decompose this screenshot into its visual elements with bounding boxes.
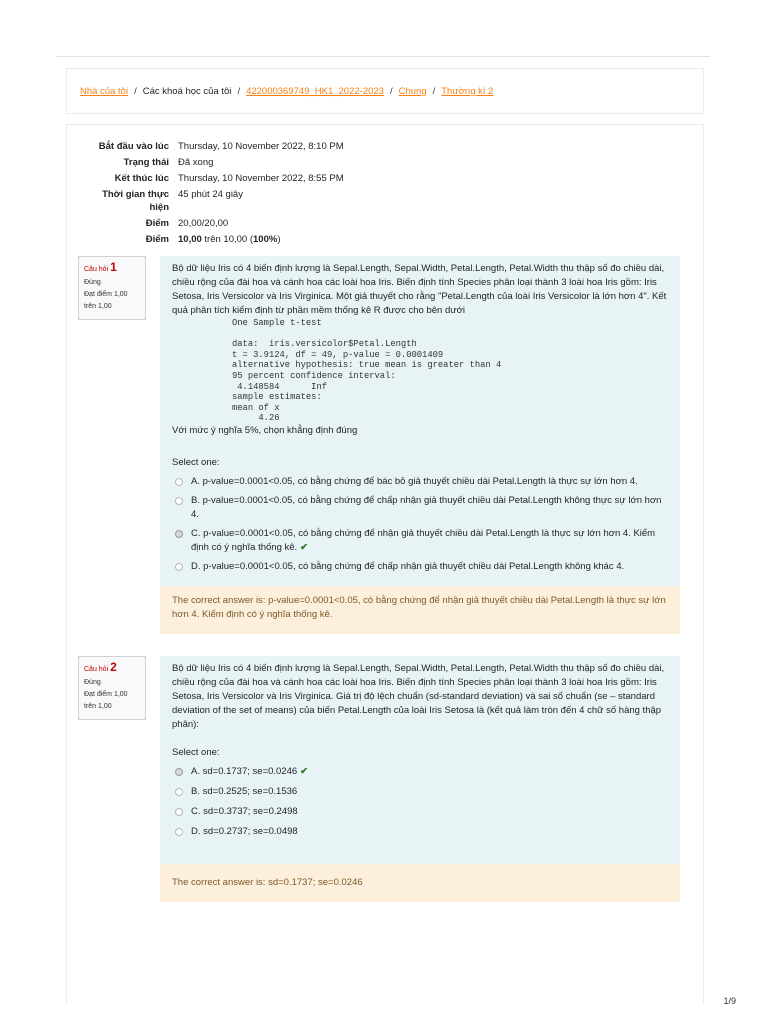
- question-1-content: [160, 256, 680, 586]
- radio-button[interactable]: [175, 808, 183, 816]
- grade-percent: 100%: [253, 234, 278, 245]
- radio-button-selected[interactable]: [175, 768, 183, 776]
- attempt-summary: [86, 140, 344, 249]
- question-1-marks: Đạt điểm 1,00 trên 1,00: [84, 291, 128, 310]
- breadcrumb-home-link[interactable]: Nhà của tôi: [80, 86, 129, 97]
- radio-button-selected[interactable]: [175, 530, 183, 538]
- completed-value: Thursday, 10 November 2022, 8:55 PM: [178, 173, 344, 184]
- grade-value: [178, 233, 344, 249]
- q1-option-b[interactable]: [172, 494, 668, 522]
- correct-check-icon: ✔: [300, 541, 309, 553]
- breadcrumb-course-link[interactable]: 422000369749_HK1_2022-2023: [246, 86, 384, 97]
- option-label: A. p-value=0.0001<0.05, có bằng chứng để bác bỏ giả thuyết chiều dài Petal.Length là thực sự lớn hơn 4.: [191, 475, 638, 487]
- page-number: 1/9: [723, 996, 736, 1006]
- option-label: D. p-value=0.0001<0.05, có bằng chứng để chấp nhận giả thuyết chiều dài Petal.Length không khác 4.: [191, 560, 625, 572]
- time-label: Thời gian thực hiện: [102, 189, 169, 213]
- question-1-state: Đúng: [84, 279, 101, 286]
- q2-option-d[interactable]: [172, 825, 668, 839]
- radio-button[interactable]: [175, 828, 183, 836]
- summary-row-time: [86, 188, 344, 217]
- correct-check-icon: ✔: [300, 766, 309, 777]
- breadcrumb-separator: /: [134, 86, 137, 97]
- breadcrumb-section-link[interactable]: Chung: [398, 86, 427, 97]
- radio-button[interactable]: [175, 563, 183, 571]
- question-label: Câu hỏi: [84, 666, 109, 673]
- breadcrumb-container: [66, 68, 704, 114]
- question-2-text: Bộ dữ liệu Iris có 4 biến định lượng là Sepal.Length, Sepal.Width, Petal.Length, Petal.Width thu thập số đo chiều dài, chiều rộng của đài hoa và cánh hoa các loài hoa Iris. Biến định tính Species phân loại thành 3 loài hoa Iris gồm: Iris Setosa, Iris Versicolor và Iris Virginica. Giá trị độ lệch chuẩn (sd-standard deviation) và sai số chuẩn (se – standard deviation of the set of means) của biến Petal.Length của loài Iris Setosa là (kết quả làm tròn đến 4 chữ số hàng thập phân):: [172, 663, 665, 730]
- option-label: B. p-value=0.0001<0.05, có bằng chứng để chấp nhận giả thuyết chiều dài Petal.Length không thực sự lớn hơn 4.: [191, 494, 662, 520]
- question-2-marks: Đạt điểm 1,00 trên 1,00: [84, 691, 128, 710]
- q2-option-c[interactable]: [172, 805, 668, 819]
- question-2-number: [84, 661, 140, 676]
- question-2-info: [78, 656, 146, 720]
- option-text: A. sd=0.1737; se=0.0246: [191, 766, 298, 777]
- question-number: 1: [110, 260, 117, 274]
- breadcrumb-quiz-link[interactable]: Thường kì 2: [441, 86, 494, 97]
- breadcrumb: [80, 86, 493, 97]
- time-value: 45 phút 24 giây: [178, 189, 243, 200]
- radio-button[interactable]: [175, 788, 183, 796]
- option-label: [191, 527, 668, 555]
- grade-close: ): [277, 234, 281, 245]
- option-label: B. sd=0.2525; se=0.1536: [191, 786, 298, 797]
- radio-button[interactable]: [175, 478, 183, 486]
- question-number: 2: [110, 660, 117, 674]
- summary-table: [86, 140, 344, 249]
- question-1-prompt: Với mức ý nghĩa 5%, chọn khẳng định đúng: [172, 424, 358, 436]
- marks-value: 20,00/20,00: [178, 218, 229, 229]
- summary-row-state: [86, 156, 344, 172]
- breadcrumb-separator: /: [389, 86, 393, 97]
- grade-out-of: trên 10,00 (: [201, 234, 254, 245]
- breadcrumb-separator: /: [432, 86, 436, 97]
- option-label: C. sd=0.3737; se=0.2498: [191, 806, 298, 817]
- question-1-r-output: One Sample t-test data: iris.versicolor$Petal.Length t = 3.9124, df = 49, p-value = 0.0001409 alternative hypothesis: true mean is greater than 4 95 percent confidence interval: 4.148584 Inf sample estimates: mean of x 4.26: [232, 318, 502, 424]
- q1-option-c[interactable]: [172, 527, 668, 555]
- started-value: Thursday, 10 November 2022, 8:10 PM: [178, 141, 344, 152]
- started-label: Bắt đầu vào lúc: [98, 141, 169, 152]
- option-label: [191, 765, 308, 779]
- option-label: D. sd=0.2737; se=0.0498: [191, 826, 298, 837]
- summary-row-marks: [86, 217, 344, 233]
- question-1-number: [84, 261, 140, 276]
- marks-label: Điểm: [145, 218, 169, 229]
- question-1-text: Bộ dữ liệu Iris có 4 biến định lượng là Sepal.Length, Sepal.Width, Petal.Length, Petal.Width thu thập số đo chiều dài, chiều rộng của đài hoa và cánh hoa các loài hoa Iris. Biến định tính Species phân loại thành 3 loài hoa Iris gồm: Iris Setosa, Iris Versicolor và Iris Virginica. Một giả thuyết cho rằng "Petal.Length của loài Iris Versicolor là lớn hơn 4". Kết quả phân tích kiểm định từ phần mềm thống kê R được cho bên dưới: [172, 263, 667, 316]
- question-2-content: [160, 656, 680, 864]
- question-1-feedback: The correct answer is: p-value=0.0001<0.05, có bằng chứng để nhận giả thuyết chiều dài Petal.Length là thực sự lớn hơn 4. Kiểm định có ý nghĩa thống kê.: [160, 586, 680, 634]
- option-text: C. p-value=0.0001<0.05, có bằng chứng để nhận giả thuyết chiều dài Petal.Length là thực sự lớn hơn 4. Kiểm định có ý nghĩa thống kê.: [191, 527, 656, 553]
- breadcrumb-separator: /: [237, 86, 241, 97]
- grade-score: 10,00: [178, 234, 202, 245]
- question-2-formulation: [160, 656, 680, 843]
- radio-button[interactable]: [175, 497, 183, 505]
- summary-row-completed: [86, 172, 344, 188]
- breadcrumb-courses: Các khoá học của tôi: [142, 86, 232, 97]
- q2-option-b[interactable]: [172, 785, 668, 799]
- q1-option-a[interactable]: [172, 475, 668, 489]
- q1-option-d[interactable]: [172, 560, 668, 574]
- summary-row-started: [86, 140, 344, 156]
- summary-row-grade: [86, 233, 344, 249]
- question-2-select-one: Select one:: [172, 747, 220, 758]
- completed-label: Kết thúc lúc: [114, 173, 169, 184]
- question-1-info: [78, 256, 146, 320]
- question-1-formulation: [160, 256, 680, 578]
- question-label: Câu hỏi: [84, 266, 109, 273]
- question-1-select-one: Select one:: [172, 456, 220, 468]
- question-2-state: Đúng: [84, 679, 101, 686]
- state-label: Trạng thái: [123, 157, 169, 168]
- grade-label: Điểm: [145, 234, 169, 245]
- question-2-feedback: The correct answer is: sd=0.1737; se=0.0246: [160, 864, 680, 902]
- q2-option-a[interactable]: [172, 765, 668, 779]
- state-value: Đã xong: [178, 157, 214, 168]
- top-divider: [56, 56, 710, 57]
